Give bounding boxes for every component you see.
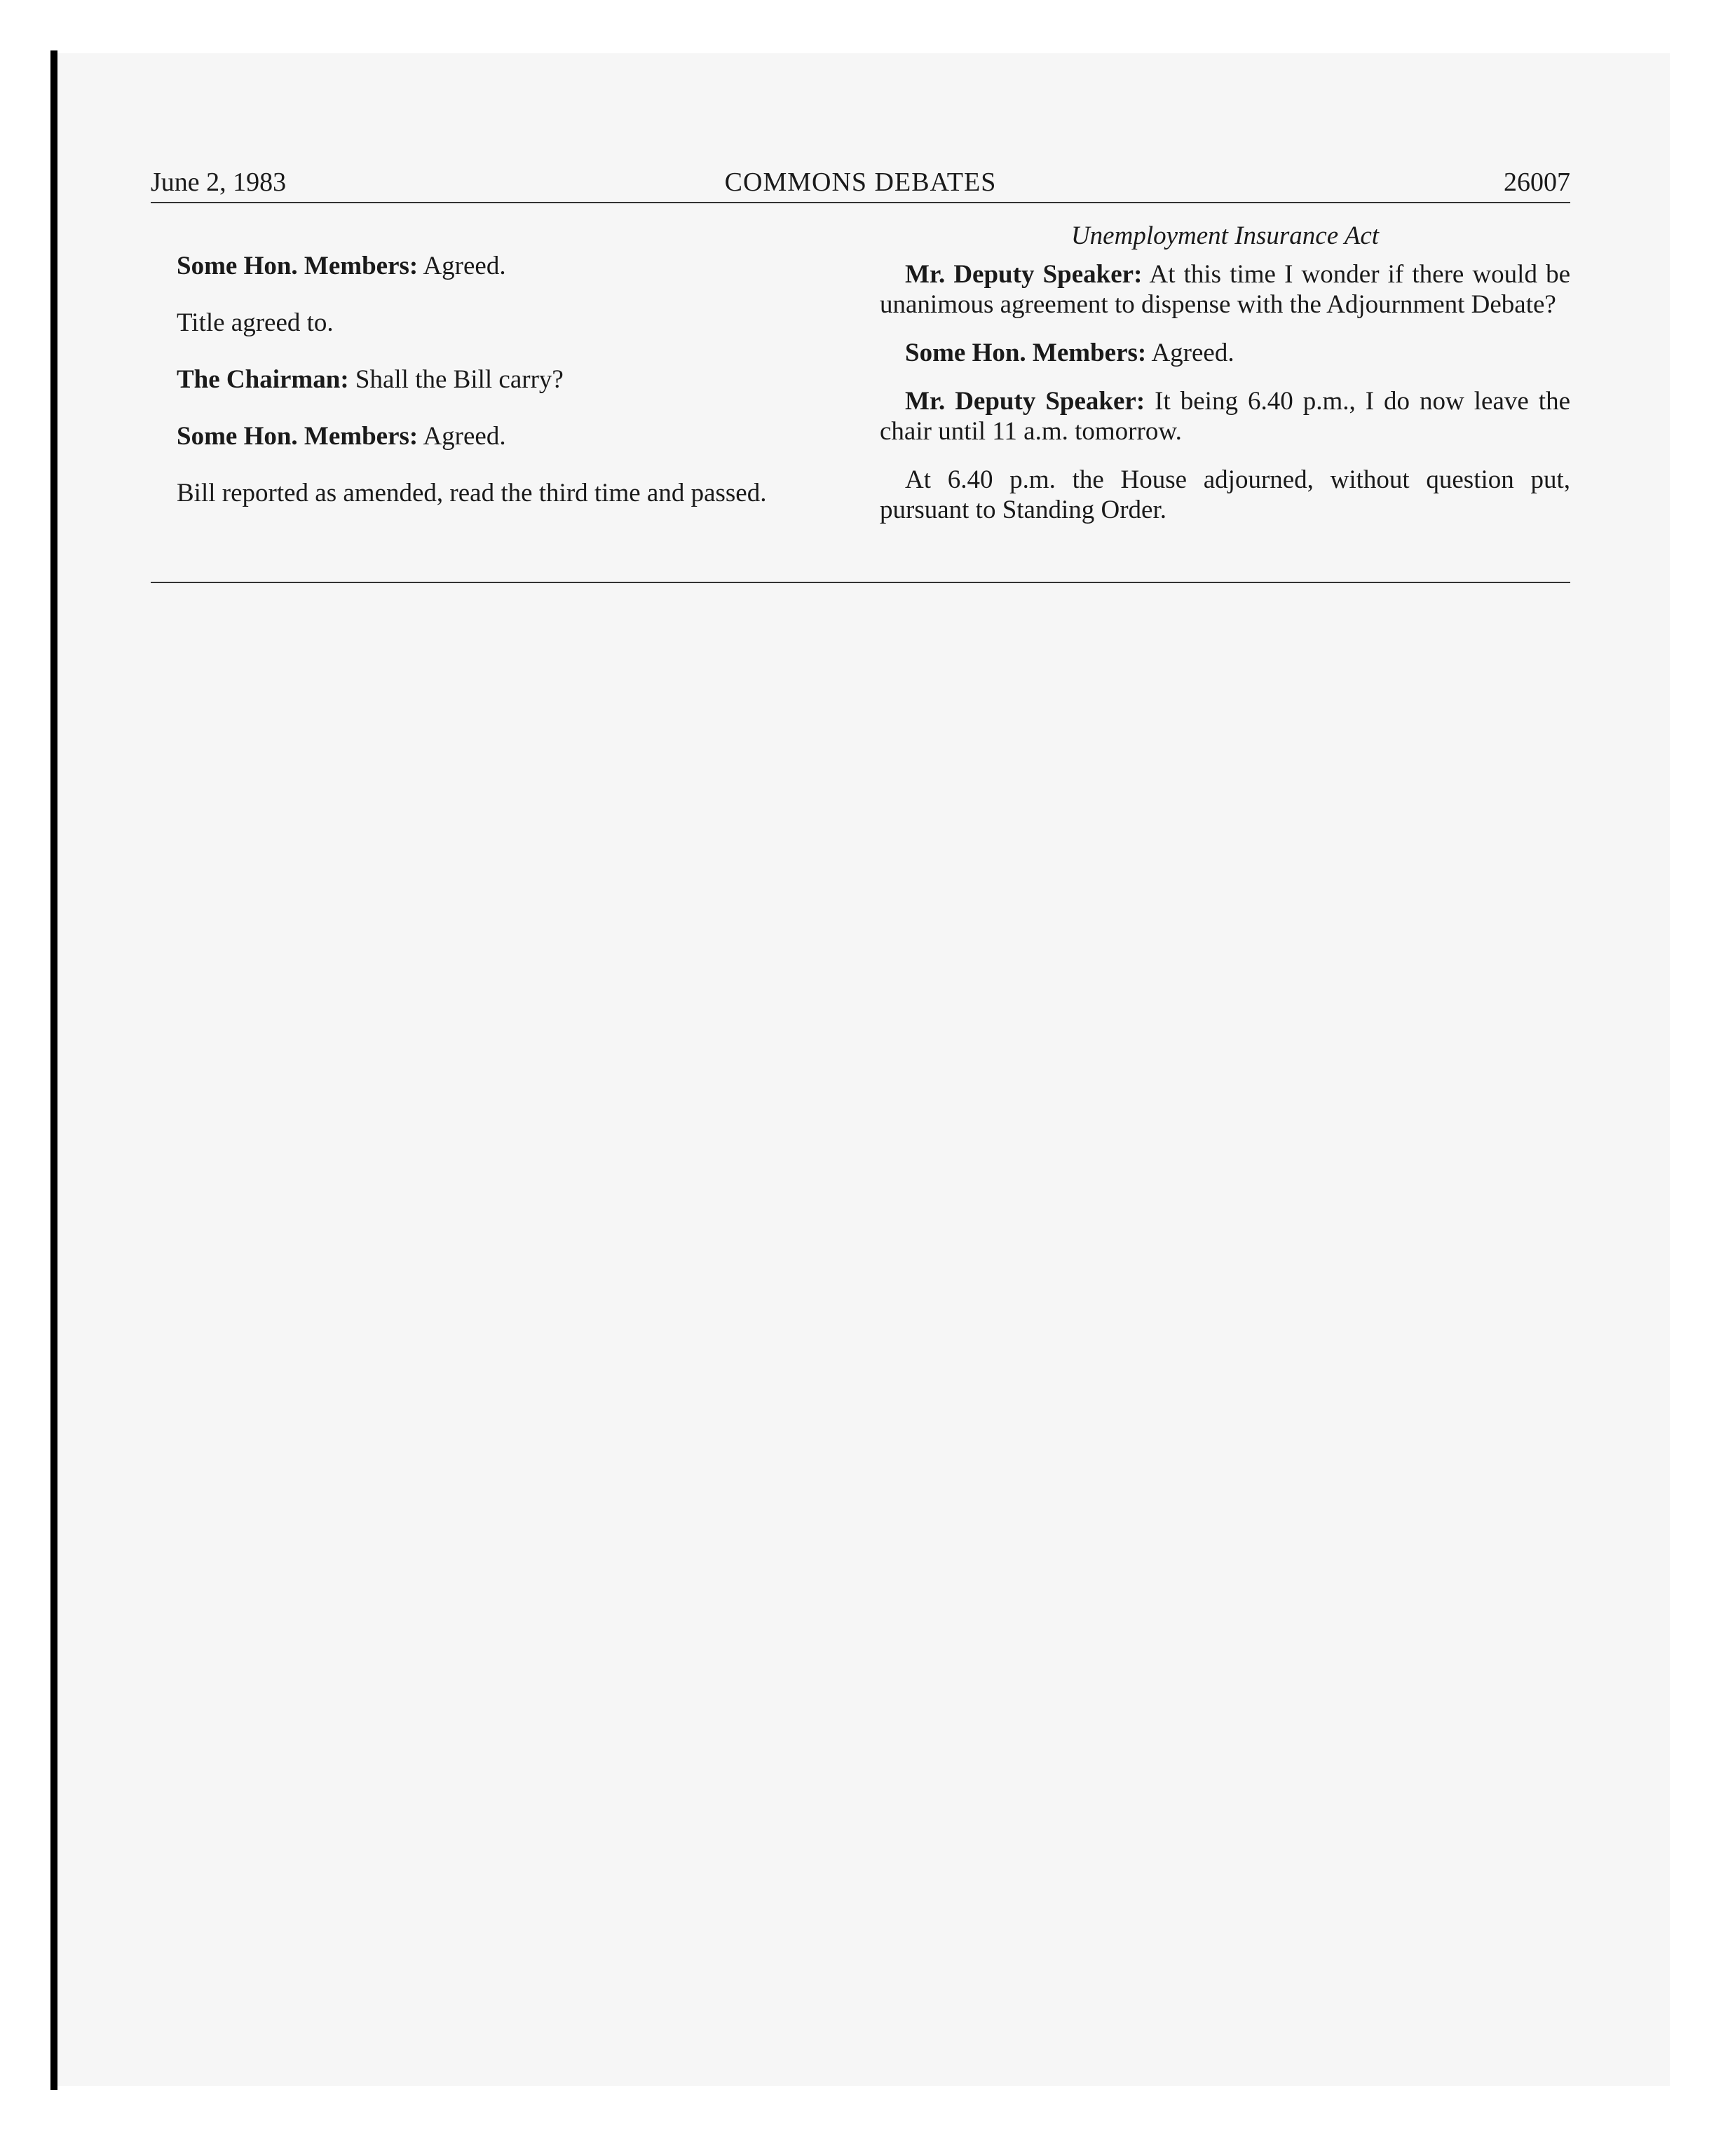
header-title: COMMONS DEBATES — [724, 168, 997, 197]
paragraph-text: At this time I wonder if there would be unanimous agreement to dispense with the Adjournment Debate? — [880, 260, 1571, 319]
header-date: June 2, 1983 — [151, 168, 287, 197]
paragraph — [177, 364, 822, 395]
paragraph — [880, 465, 1570, 525]
paragraph — [177, 478, 822, 508]
paragraph — [880, 386, 1570, 446]
speaker-name: Some Hon. Members: — [905, 339, 1147, 367]
paragraph — [177, 421, 822, 451]
speaker-name: Some Hon. Members: — [177, 422, 419, 451]
paragraph — [177, 308, 822, 338]
scan-edge-bar — [50, 50, 57, 2090]
speaker-name: The Chairman: — [177, 365, 349, 394]
speaker-name: Some Hon. Members: — [177, 252, 419, 280]
speaker-name: Mr. Deputy Speaker: — [905, 387, 1145, 416]
paragraph-text: Title agreed to. — [177, 308, 334, 337]
closing-rule — [151, 582, 1570, 583]
paragraph-text: Shall the Bill carry? — [348, 365, 564, 394]
paragraph — [177, 251, 822, 281]
left-column — [177, 251, 822, 535]
paragraph-text: Agreed. — [418, 422, 506, 451]
paragraph — [880, 338, 1570, 368]
section-heading: Unemployment Insurance Act — [1070, 221, 1380, 250]
paragraph-text: Agreed. — [418, 252, 506, 280]
right-column — [880, 221, 1570, 543]
paragraph — [880, 259, 1570, 320]
speaker-name: Mr. Deputy Speaker: — [905, 260, 1143, 289]
paragraph-text: It being 6.40 p.m., I do now leave the chair until 11 a.m. tomorrow. — [880, 387, 1571, 446]
paragraph-text: At 6.40 p.m. the House adjourned, without question put, pursuant to Standing Order. — [880, 465, 1570, 524]
paragraph-text: Bill reported as amended, read the third time and passed. — [177, 479, 767, 507]
header-page-number: 26007 — [1504, 168, 1570, 197]
running-header — [151, 163, 1570, 203]
paragraph-text: Agreed. — [1146, 339, 1234, 367]
